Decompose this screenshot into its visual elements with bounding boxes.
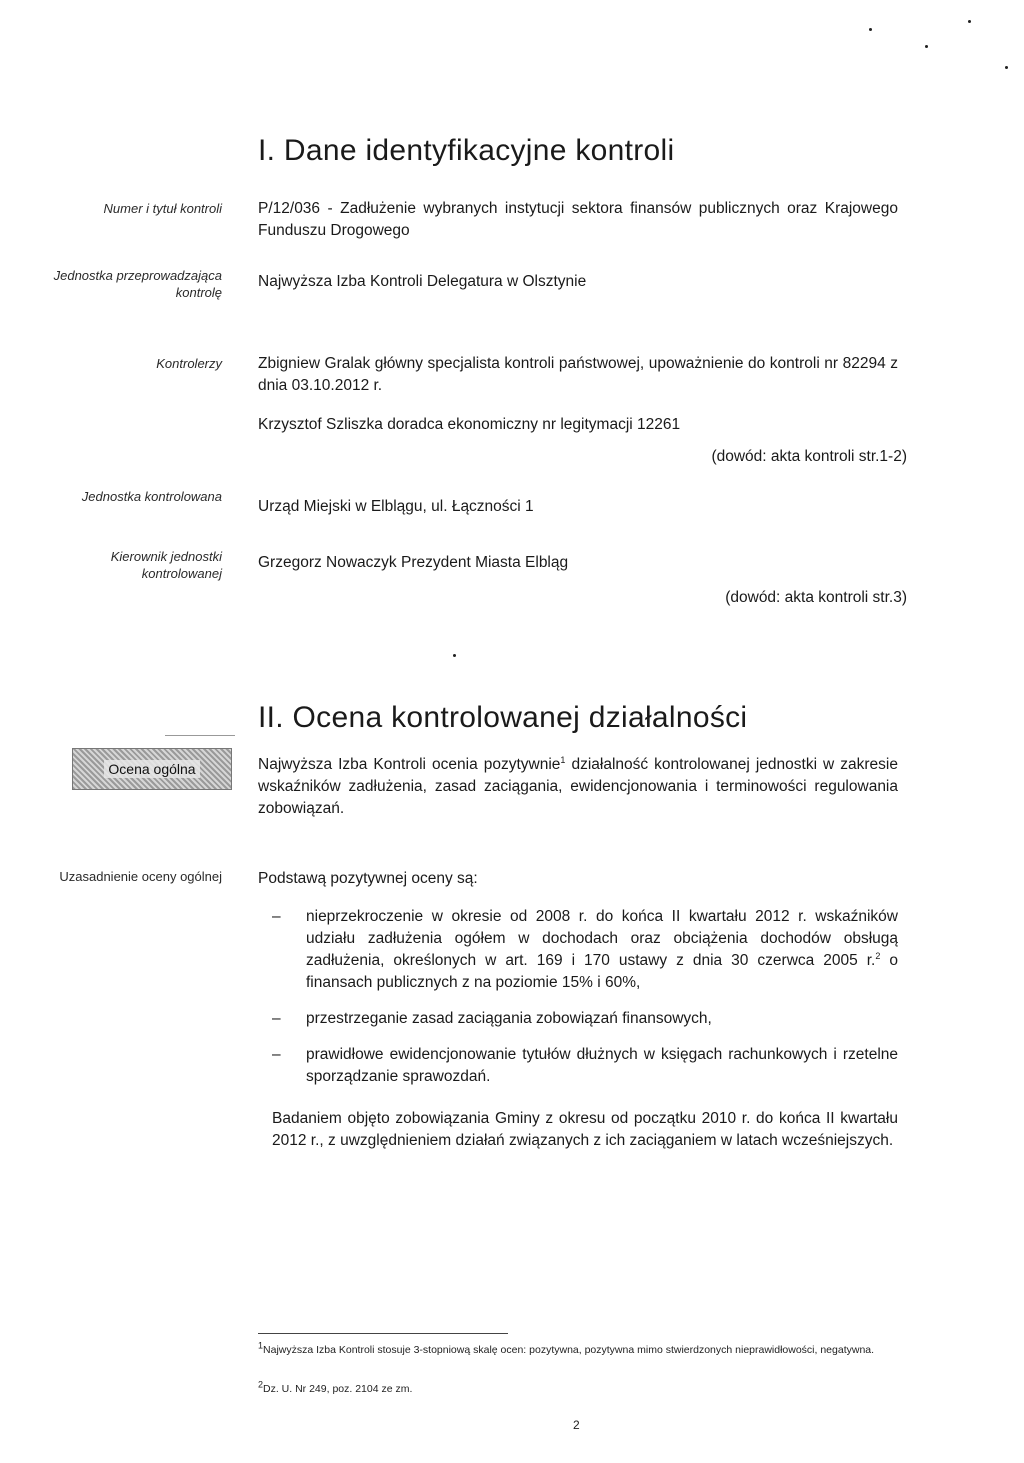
scope-paragraph: Badaniem objęto zobowiązania Gminy z okresu od początku 2010 r. do końca II kwartału 2012 r., z uwzględnieniem działań związanych z ich zaciąganiem w latach wcześniejszych. xyxy=(272,1110,898,1149)
scan-speck xyxy=(968,20,971,23)
overall-assessment-badge xyxy=(72,748,232,790)
footnote-2 xyxy=(258,1379,898,1397)
bullet-1-text-b: o finansach publicznych z na poziomie 15% i 60%, xyxy=(306,952,898,991)
bullet-dash: – xyxy=(272,908,281,925)
justification-list xyxy=(272,906,898,1102)
label-control-number: Numer i tytuł kontroli xyxy=(103,201,222,216)
footnote-1-text: Najwyższa Izba Kontroli stosuje 3-stopniową skalę ocen: pozytywna, pozytywna mimo stwierdzonych nieprawidłowości, negatywna. xyxy=(263,1344,875,1356)
assessment-text-b: działalność kontrolowanej jednostki w zakresie wskaźników zadłużenia, zasad zaciągania, ewidencjonowania i terminowości regulowania zobowiązań. xyxy=(258,756,898,817)
scan-speck xyxy=(1005,66,1008,69)
scan-speck xyxy=(925,45,928,48)
scan-speck xyxy=(453,654,456,657)
bullet-2-text: przestrzeganie zasad zaciągania zobowiązań finansowych, xyxy=(306,1010,712,1027)
evidence-note-2: (dowód: akta kontroli str.3) xyxy=(725,589,907,606)
label-controllers: Kontrolerzy xyxy=(156,356,222,371)
controller-2-value: Krzysztof Szliszka doradca ekonomiczny nr legitymacji 12261 xyxy=(258,416,681,433)
list-item xyxy=(272,1044,898,1088)
list-item xyxy=(272,1008,898,1030)
footnote-1-marker: 1 xyxy=(258,1340,264,1351)
label-unit-head: Kierownik jednostki kontrolowanej xyxy=(110,549,222,581)
bullet-dash: – xyxy=(272,1046,281,1063)
controller-1-value: Zbigniew Gralak główny specjalista kontroli państwowej, upoważnienie do kontroli nr 82294 z dnia 03.10.2012 r. xyxy=(258,355,898,394)
unit-head-value: Grzegorz Nowaczyk Prezydent Miasta Elbląg xyxy=(258,554,569,571)
label-controlled-unit: Jednostka kontrolowana xyxy=(81,489,222,504)
controlled-unit-value: Urząd Miejski w Elblągu, ul. Łączności 1 xyxy=(258,498,534,515)
section-1-title: I. Dane identyfikacyjne kontroli xyxy=(258,134,675,167)
conducting-unit-value: Najwyższa Izba Kontroli Delegatura w Olsztynie xyxy=(258,273,587,290)
overall-assessment-label: Ocena ogólna xyxy=(104,760,199,778)
assessment-paragraph xyxy=(258,754,898,820)
list-item xyxy=(272,906,898,994)
footnote-1 xyxy=(258,1340,898,1358)
bullet-3-text: prawidłowe ewidencjonowanie tytułów dłużnych w księgach rachunkowych i rzetelne sporządzanie sprawozdań. xyxy=(306,1046,898,1085)
control-number-value: P/12/036 - Zadłużenie wybranych instytucji sektora finansów publicznych oraz Krajowego Funduszu Drogowego xyxy=(258,200,898,239)
label-conducting-unit: Jednostka przeprowadzająca kontrolę xyxy=(53,268,222,300)
assessment-text-a: Najwyższa Izba Kontroli ocenia pozytywnie xyxy=(258,756,561,773)
justification-intro: Podstawą pozytywnej oceny są: xyxy=(258,870,478,887)
bullet-dash: – xyxy=(272,1010,281,1027)
footnote-ref-2: 2 xyxy=(875,950,881,961)
divider-line xyxy=(165,735,235,736)
page-number: 2 xyxy=(573,1418,580,1432)
label-justification: Uzasadnienie oceny ogólnej xyxy=(59,869,222,884)
footnote-ref-1: 1 xyxy=(560,754,566,765)
scan-speck xyxy=(869,28,872,31)
footnote-2-marker: 2 xyxy=(258,1379,264,1390)
footnote-2-text: Dz. U. Nr 249, poz. 2104 ze zm. xyxy=(263,1383,413,1395)
section-2-title: II. Ocena kontrolowanej działalności xyxy=(258,701,748,734)
footnote-separator xyxy=(258,1333,508,1334)
bullet-1-text-a: nieprzekroczenie w okresie od 2008 r. do końca II kwartału 2012 r. wskaźników udziału zadłużenia ogółem w dochodach oraz obciążenia dochodów obsługą zadłużenia, określonych w art. 169 i 170 ustawy z dnia 30 czerwca 2005 r. xyxy=(306,908,898,969)
evidence-note-1: (dowód: akta kontroli str.1-2) xyxy=(711,448,907,465)
